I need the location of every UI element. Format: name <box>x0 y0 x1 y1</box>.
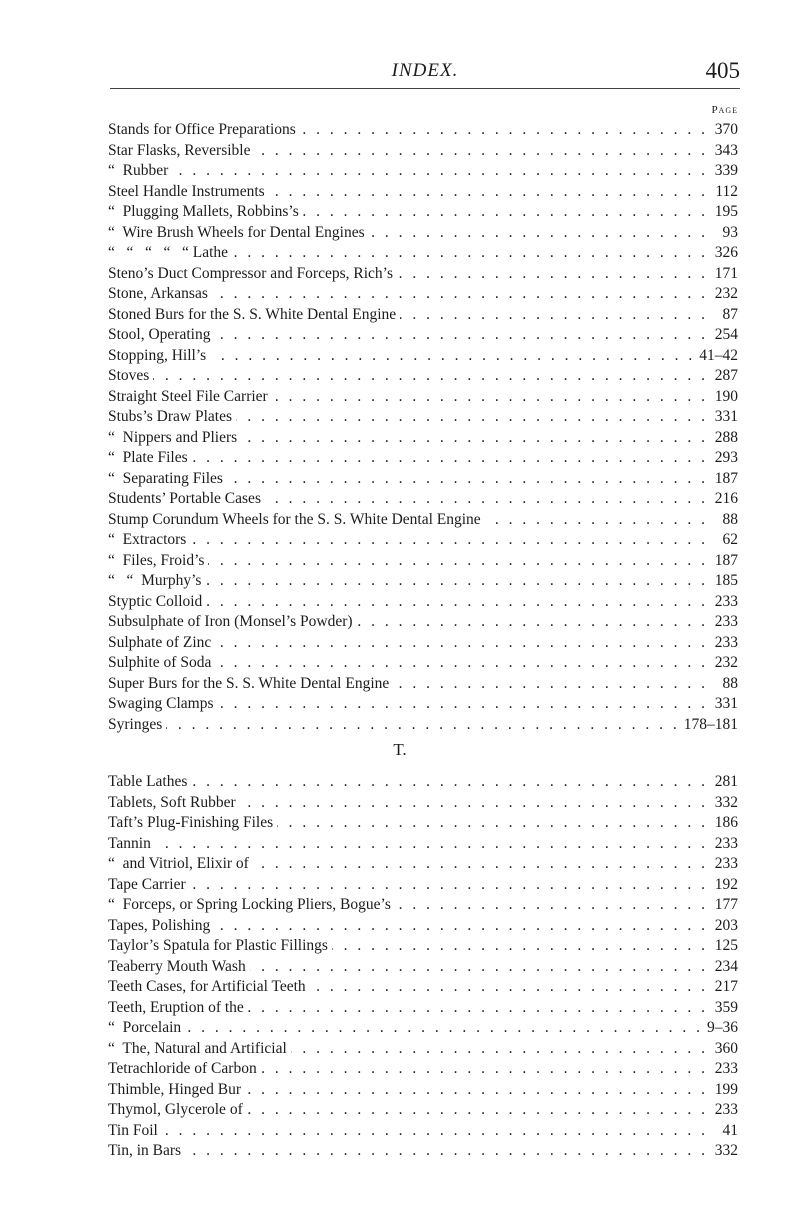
index-entry <box>108 120 738 141</box>
index-page-ref: 171 <box>714 264 738 282</box>
index-page-ref: 185 <box>714 572 738 589</box>
index-page-ref: 187 <box>714 551 738 569</box>
index-entry <box>108 469 738 490</box>
index-page-ref: 203 <box>714 916 738 934</box>
index-page-ref: 217 <box>714 978 738 995</box>
index-term: Stool, Operating <box>108 326 211 343</box>
index-entry <box>108 715 738 736</box>
index-page-ref: 233 <box>714 613 738 630</box>
index-term: Stoned Burs for the S. S. White Dental Engine <box>108 305 397 323</box>
dot-leader <box>296 120 712 141</box>
dot-leader <box>204 551 712 572</box>
index-entry <box>108 854 738 875</box>
index-page-ref: 177 <box>714 896 738 913</box>
index-section-s <box>108 120 738 735</box>
dot-leader <box>273 813 712 834</box>
dot-leader <box>206 346 699 367</box>
index-entry <box>108 998 738 1019</box>
index-term: Tapes, Polishing <box>108 916 211 934</box>
index-entry <box>108 936 738 957</box>
index-entry <box>108 448 738 469</box>
index-term: Thymol, Glycerole of <box>108 1101 243 1118</box>
index-entry <box>108 1100 738 1121</box>
running-head-title: INDEX. <box>391 60 459 81</box>
index-page-ref: 88 <box>722 510 738 528</box>
index-page-ref: 192 <box>714 875 738 893</box>
index-term: Sulphite of Soda <box>108 654 212 671</box>
running-head <box>110 58 740 86</box>
index-term: Steel Handle Instruments <box>108 182 265 200</box>
index-entry <box>108 243 738 264</box>
dot-leader <box>181 1018 707 1039</box>
page-column-heading: Page <box>711 104 738 116</box>
dot-leader <box>210 916 712 937</box>
index-entry <box>108 772 738 793</box>
dot-leader <box>237 428 712 449</box>
index-term: Super Burs for the S. S. White Dental Engine <box>108 674 390 692</box>
dot-leader <box>168 161 712 182</box>
dot-leader <box>251 141 713 162</box>
index-page-ref: 359 <box>714 998 738 1016</box>
index-entry <box>108 305 738 326</box>
index-entry <box>108 813 738 834</box>
index-term: “ Wire Brush Wheels for Dental Engines <box>108 223 365 241</box>
index-term: “ Plugging Mallets, Robbins’s <box>108 203 299 220</box>
index-page-ref: 41 <box>722 1121 738 1139</box>
index-page-ref: 187 <box>714 469 738 487</box>
dot-leader <box>261 489 712 510</box>
index-entry <box>108 674 738 695</box>
dot-leader <box>328 936 712 957</box>
index-page-ref: 287 <box>714 367 738 384</box>
index-entry <box>108 489 738 510</box>
dot-leader <box>244 998 712 1019</box>
index-term: “ “ Murphy’s <box>108 572 202 589</box>
index-page-ref: 195 <box>714 203 738 220</box>
dot-leader <box>210 325 712 346</box>
index-term: Subsulphate of Iron (Monsel’s Powder) <box>108 613 353 630</box>
index-entry <box>108 1018 738 1039</box>
index-page-ref: 87 <box>722 305 738 323</box>
index-term: Stone, Arkansas <box>108 285 208 302</box>
index-term: Straight Steel File Carrier <box>108 387 268 405</box>
dot-leader <box>246 957 712 978</box>
dot-leader <box>391 895 712 916</box>
index-term: Taylor’s Spatula for Plastic Fillings <box>108 937 328 954</box>
page-number: 405 <box>705 58 740 83</box>
index-entry <box>108 612 738 633</box>
index-entry <box>108 387 738 408</box>
index-page-ref: 254 <box>714 326 738 343</box>
index-entry <box>108 325 738 346</box>
index-entry <box>108 571 738 592</box>
index-entry <box>108 161 738 182</box>
index-entry <box>108 551 738 572</box>
dot-leader <box>149 366 712 387</box>
dot-leader <box>201 571 712 592</box>
index-term: Stubs’s Draw Plates <box>108 408 232 425</box>
index-page-ref: 343 <box>714 141 738 159</box>
dot-leader <box>365 223 712 244</box>
index-term: “ Files, Froid’s <box>108 551 205 569</box>
index-entry <box>108 428 738 449</box>
index-entry <box>108 895 738 916</box>
index-entry <box>108 407 738 428</box>
index-page-ref: 199 <box>714 1080 738 1098</box>
index-term: “ Rubber <box>108 162 169 179</box>
index-entry <box>108 694 738 715</box>
index-entry <box>108 793 738 814</box>
dot-leader <box>232 407 712 428</box>
index-term: Star Flasks, Reversible <box>108 141 251 159</box>
index-page-ref: 360 <box>714 1039 738 1057</box>
dot-leader <box>241 1080 712 1101</box>
dot-leader <box>223 469 712 490</box>
index-page-ref: 232 <box>714 654 738 671</box>
index-page-ref: 288 <box>714 428 738 446</box>
index-entry <box>108 957 738 978</box>
index-entry <box>108 916 738 937</box>
index-term: “ Forceps, or Spring Locking Pliers, Bogue’s <box>108 896 391 913</box>
index-page-ref: 93 <box>722 223 738 241</box>
dot-leader <box>214 694 713 715</box>
index-section-t <box>108 772 738 1162</box>
index-entry <box>108 223 738 244</box>
index-term: Swaging Clamps <box>108 695 214 712</box>
dot-leader <box>186 875 712 896</box>
index-page-ref: 326 <box>714 244 738 261</box>
index-term: Stands for Office Preparations <box>108 121 296 138</box>
index-page-ref: 216 <box>714 490 738 507</box>
index-term: Tape Carrier <box>108 875 186 893</box>
dot-leader <box>243 1100 712 1121</box>
index-page-ref: 178–181 <box>683 715 738 733</box>
dot-leader <box>186 530 712 551</box>
index-page-ref: 233 <box>714 592 738 610</box>
dot-leader <box>162 715 684 736</box>
index-term: “ and Vitriol, Elixir of <box>108 855 249 872</box>
index-term: Syringes <box>108 715 163 733</box>
index-entry <box>108 264 738 285</box>
index-term: Tablets, Soft Rubber <box>108 793 236 811</box>
index-page-ref: 41–42 <box>699 346 738 364</box>
dot-leader <box>188 448 712 469</box>
index-term: Styptic Colloid <box>108 592 203 610</box>
dot-leader <box>393 264 712 285</box>
index-entry <box>108 141 738 162</box>
index-page-ref: 233 <box>714 1101 738 1118</box>
dot-leader <box>353 612 712 633</box>
dot-leader <box>187 772 712 793</box>
index-term: “ Separating Files <box>108 469 223 487</box>
dot-leader <box>158 1121 712 1142</box>
index-term: Students’ Portable Cases <box>108 490 261 507</box>
index-entry <box>108 510 738 531</box>
index-page-ref: 190 <box>714 387 738 405</box>
index-entry <box>108 592 738 613</box>
dot-leader <box>151 834 712 855</box>
index-term: Tannin <box>108 834 151 852</box>
index-entry <box>108 834 738 855</box>
dot-leader <box>299 202 712 223</box>
index-term: Table Lathes <box>108 773 188 790</box>
dot-leader <box>228 243 712 264</box>
dot-leader <box>181 1141 712 1162</box>
index-entry <box>108 977 738 998</box>
index-term: “ Porcelain <box>108 1019 182 1036</box>
index-term: Taft’s Plug-Finishing Files <box>108 814 274 831</box>
index-entry <box>108 346 738 367</box>
index-page-ref: 281 <box>714 773 738 790</box>
dot-leader <box>287 1039 712 1060</box>
index-page-ref: 62 <box>722 531 738 548</box>
index-page-ref: 339 <box>714 162 738 179</box>
index-entry <box>108 1121 738 1142</box>
index-term: Thimble, Hinged Bur <box>108 1080 242 1098</box>
index-page-ref: 332 <box>714 1142 738 1159</box>
dot-leader <box>265 182 712 203</box>
dot-leader <box>257 1059 712 1080</box>
index-page-ref: 112 <box>715 182 738 200</box>
dot-leader <box>389 674 712 695</box>
index-term: “ Plate Files <box>108 449 188 466</box>
index-page-ref: 186 <box>714 814 738 831</box>
index-page-ref: 125 <box>714 937 738 954</box>
dot-leader <box>249 854 712 875</box>
index-term: Tin Foil <box>108 1121 158 1139</box>
index-term: “ The, Natural and Artificial <box>108 1039 287 1057</box>
index-term: Teeth Cases, for Artificial Teeth <box>108 978 306 995</box>
index-term: Stoves <box>108 367 150 384</box>
index-term: Tetrachloride of Carbon <box>108 1060 257 1077</box>
index-entry <box>108 202 738 223</box>
index-entry <box>108 530 738 551</box>
index-term: Sulphate of Zinc <box>108 633 212 651</box>
index-entry <box>108 633 738 654</box>
index-term: Stopping, Hill’s <box>108 346 207 364</box>
index-page-ref: 331 <box>714 695 738 712</box>
index-entry <box>108 1059 738 1080</box>
index-entry <box>108 875 738 896</box>
index-page-ref: 293 <box>714 449 738 466</box>
index-page-ref: 232 <box>714 285 738 302</box>
index-term: Stump Corundum Wheels for the S. S. White Dental Engine <box>108 510 481 528</box>
index-entry <box>108 366 738 387</box>
dot-leader <box>211 633 712 654</box>
index-entry <box>108 182 738 203</box>
dot-leader <box>396 305 712 326</box>
index-term: Steno’s Duct Compressor and Forceps, Rich’s <box>108 264 394 282</box>
index-term: Teeth, Eruption of the <box>108 998 244 1016</box>
index-term: “ Extractors <box>108 531 187 548</box>
dot-leader <box>481 510 712 531</box>
dot-leader <box>268 387 712 408</box>
index-page-ref: 233 <box>714 1060 738 1077</box>
header-rule <box>110 88 740 89</box>
index-term: Teaberry Mouth Wash <box>108 957 246 975</box>
index-page-ref: 331 <box>714 408 738 425</box>
index-page-ref: 370 <box>714 121 738 138</box>
section-letter-t: T. <box>393 740 407 759</box>
index-term: Tin, in Bars <box>108 1142 182 1159</box>
index-page-ref: 332 <box>714 793 738 811</box>
index-page-ref: 233 <box>714 855 738 872</box>
index-page-ref: 9–36 <box>707 1019 738 1036</box>
index-term: “ “ “ “ “ Lathe <box>108 244 229 261</box>
dot-leader <box>236 793 712 814</box>
index-page-ref: 233 <box>714 633 738 651</box>
index-page-ref: 88 <box>722 674 738 692</box>
dot-leader <box>208 284 712 305</box>
index-entry <box>108 1080 738 1101</box>
dot-leader <box>202 592 712 613</box>
index-page-ref: 234 <box>714 957 738 975</box>
index-entry <box>108 1039 738 1060</box>
index-entry <box>108 284 738 305</box>
index-page-ref: 233 <box>714 834 738 852</box>
index-entry <box>108 653 738 674</box>
index-term: “ Nippers and Pliers <box>108 428 238 446</box>
index-entry <box>108 1141 738 1162</box>
dot-leader <box>211 653 712 674</box>
dot-leader <box>306 977 712 998</box>
